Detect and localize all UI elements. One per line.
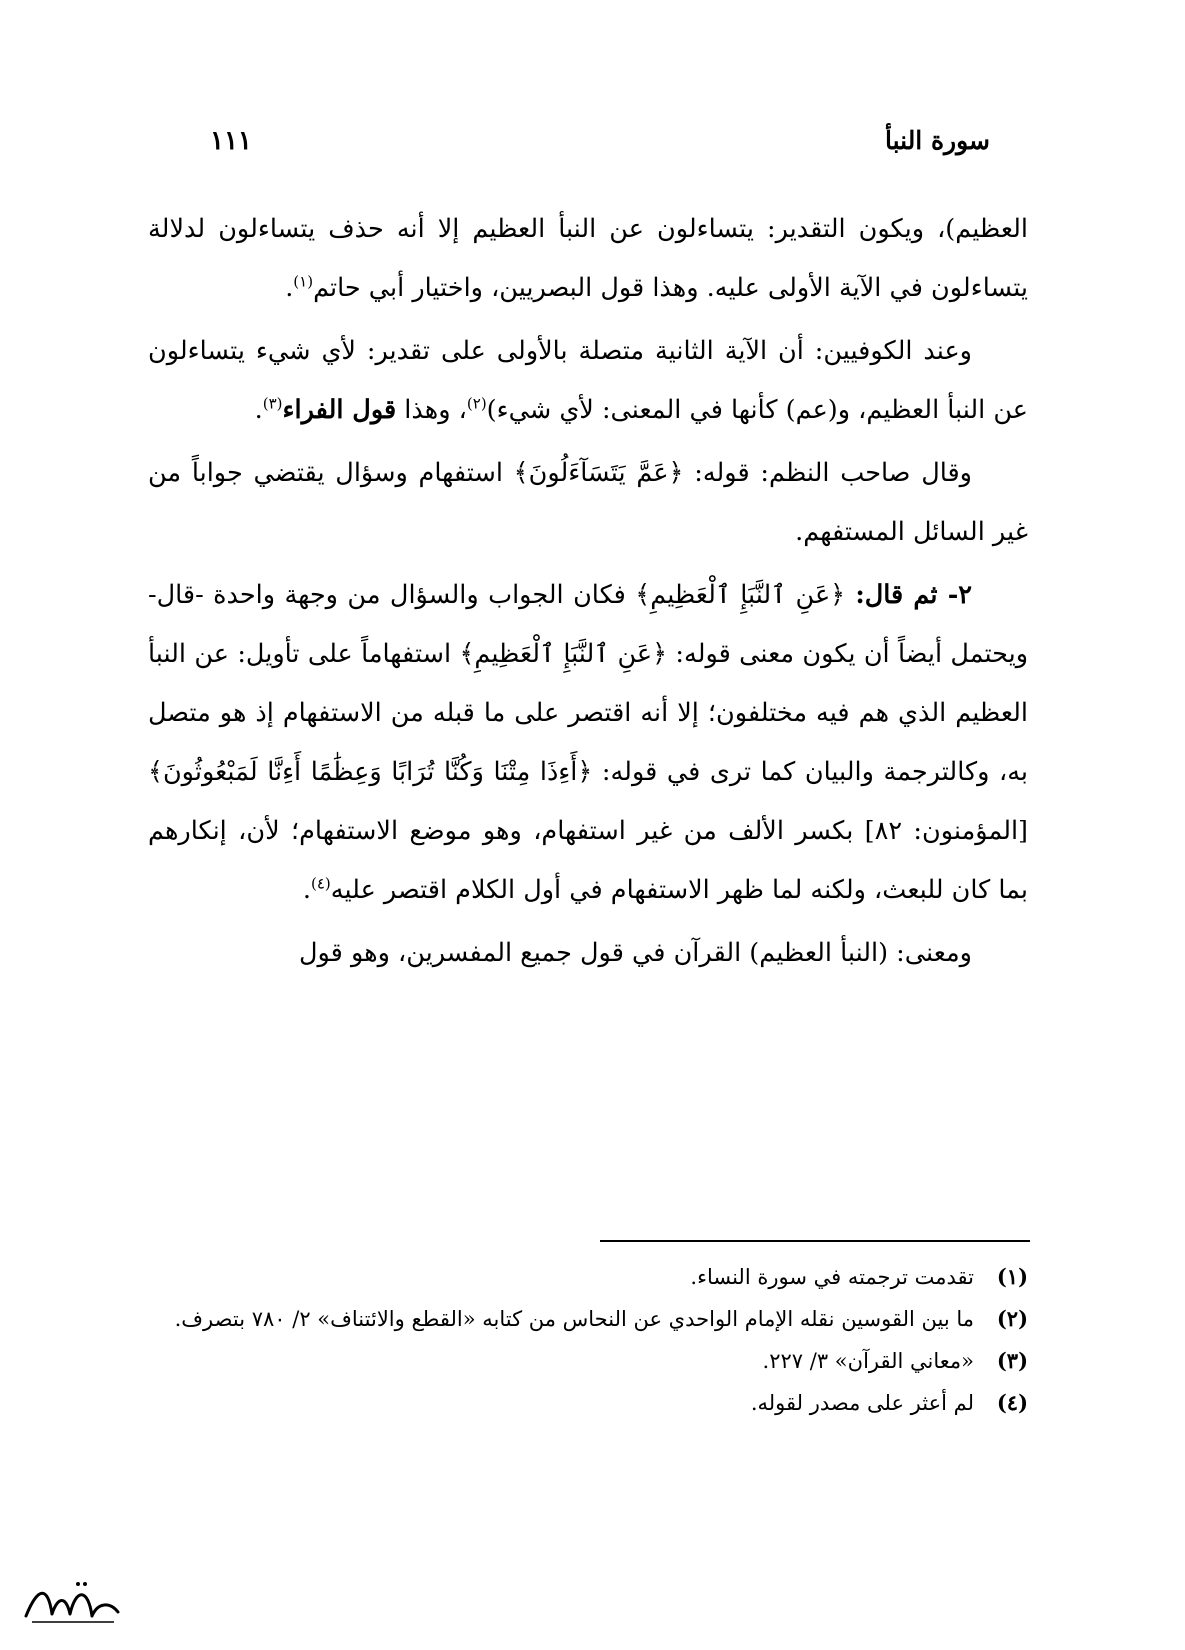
paragraph-4-text-d: [المؤمنون: ٨٢] بكسر الألف من غير استفهام، وهو موضع الاستفهام؛ لأن، إنكارهم بما كان للبعث، ولكنه لما ظهر الاستفهام في أول الكلام اقتصر عليه: [148, 816, 1028, 905]
quran-verse-3: ﴿عَنِ ٱلنَّبَإِ ٱلْعَظِيمِ﴾: [459, 639, 668, 669]
footnote-text: «معاني القرآن» ٣/ ٢٢٧.: [762, 1349, 974, 1373]
footnote-text: لم أعثر على مصدر لقوله.: [750, 1391, 974, 1415]
footnote-divider: [600, 1240, 1030, 1242]
footnote-number: (٣): [996, 1348, 1028, 1373]
footnote-ref-2: (٢): [466, 394, 487, 413]
footnote-ref-1: (١): [293, 272, 314, 291]
paragraph-3-text-a: وقال صاحب النظم: قوله:: [683, 458, 972, 488]
paragraph-2-text-c: قول الفراء: [282, 395, 397, 425]
paragraph-1-text: العظيم)، ويكون التقدير: يتساءلون عن النبأ العظيم إلا أنه حذف يتساءلون لدلالة يتساءلون في الآية الأولى عليه. وهذا قول البصريين، واختيار أبي حاتم: [148, 214, 1028, 303]
footnote-ref-3: (٣): [262, 394, 283, 413]
paragraph-3: [148, 444, 1028, 562]
footnote-2: [148, 1300, 1028, 1338]
paragraph-1: [148, 200, 1028, 318]
page-header: [210, 126, 990, 166]
footnote-number: (٤): [996, 1390, 1028, 1415]
paragraph-4-text-b: فكان الجواب والسؤال من وجهة واحدة -قال- ويحتمل أيضاً أن يكون معنى قوله:: [148, 580, 1029, 669]
paragraph-2: [148, 322, 1028, 440]
page-number: ١١١: [210, 126, 252, 156]
paragraph-4: [148, 566, 1028, 920]
publisher-logo: [18, 1576, 128, 1628]
paragraph-1-end: .: [285, 273, 294, 303]
footnote-1: [148, 1258, 1028, 1296]
paragraph-2-text-a: وعند الكوفيين: أن الآية الثانية متصلة بالأولى على تقدير: لأي شيء يتساءلون عن النبأ العظيم، و(عم) كأنها في المعنى: لأي شيء): [148, 336, 1028, 425]
paragraph-5: [148, 924, 1028, 983]
quran-verse-2: ﴿عَنِ ٱلنَّبَإِ ٱلْعَظِيمِ﴾: [635, 580, 846, 610]
paragraph-3-text-b: استفهام وسؤال يقتضي جواباً من غير السائل المستفهم.: [148, 458, 1028, 547]
body-text: [148, 200, 1028, 987]
paragraph-2-end: .: [254, 395, 263, 425]
footnote-text: تقدمت ترجمته في سورة النساء.: [690, 1265, 974, 1289]
quran-verse-1: ﴿عَمَّ يَتَسَآءَلُونَ﴾: [513, 458, 684, 488]
footnote-3: [148, 1342, 1028, 1380]
footnotes: [148, 1258, 1028, 1426]
paragraph-4-end: .: [302, 875, 311, 905]
paragraph-5-text: ومعنى: (النبأ العظيم) القرآن في قول جميع المفسرين، وهو قول: [298, 938, 972, 968]
footnote-text: ما بين القوسين نقله الإمام الواحدي عن النحاس من كتابه «القطع والائتناف» ٢/ ٧٨٠ بتصرف.: [174, 1307, 974, 1331]
paragraph-2-text-b: ، وهذا: [396, 395, 467, 425]
paragraph-4-text-a: ٢- ثم قال:: [845, 580, 972, 610]
quran-verse-4: ﴿أَءِذَا مِتْنَا وَكُنَّا تُرَابًا وَعِظَٰمًا أَءِنَّا لَمَبْعُوثُونَ﴾: [148, 757, 593, 787]
chapter-title: سورة النبأ: [884, 126, 990, 155]
footnote-number: (٢): [996, 1306, 1028, 1331]
footnote-4: [148, 1384, 1028, 1422]
paragraph-4-text-c: استفهاماً على تأويل: عن النبأ العظيم الذي هم فيه مختلفون؛ إلا أنه اقتصر على ما قبله من الاستفهام إذ هو متصل به، وكالترجمة والبيان كما ترى في قوله:: [148, 639, 1028, 787]
footnote-number: (١): [996, 1264, 1028, 1289]
footnote-ref-4: (٤): [311, 874, 331, 893]
